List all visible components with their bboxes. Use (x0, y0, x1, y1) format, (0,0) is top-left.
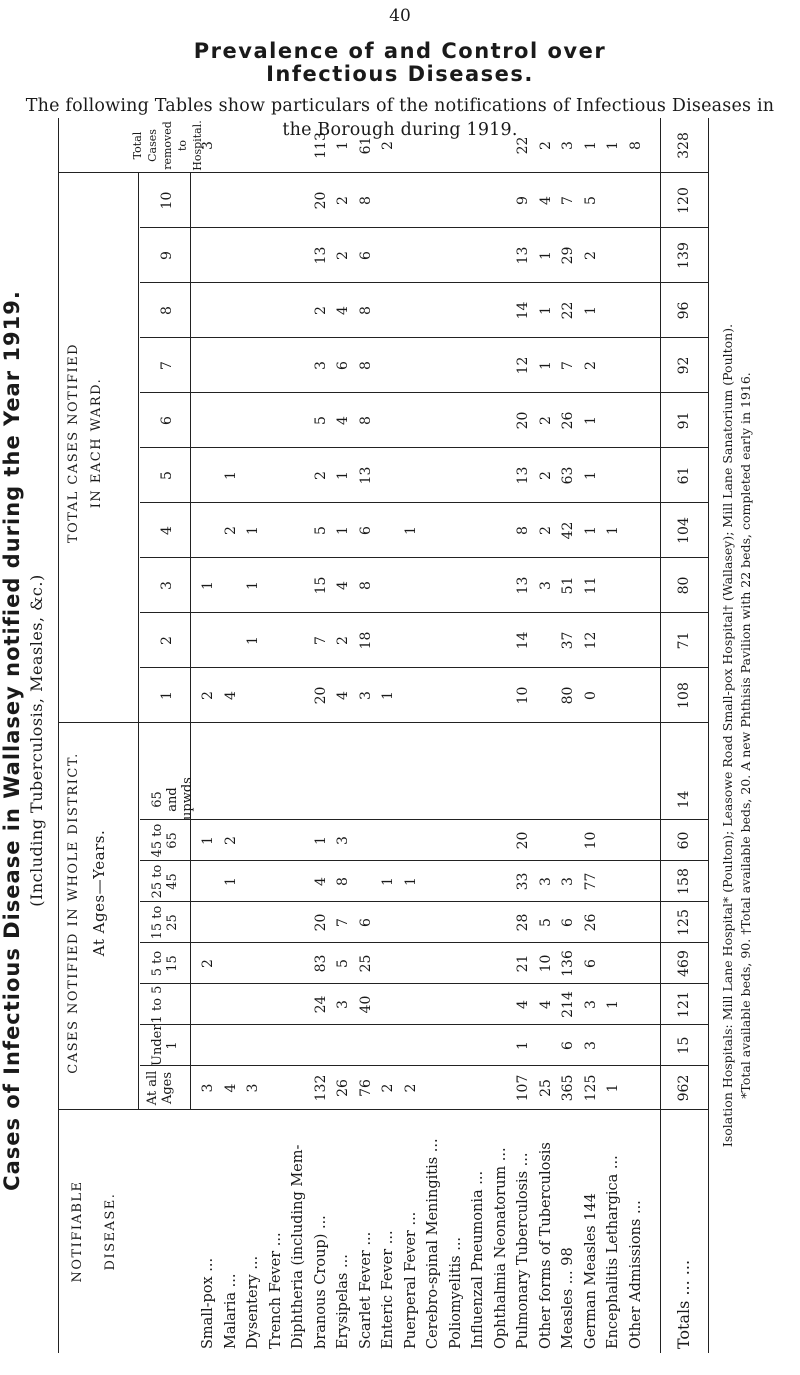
disease-name: Small-pox (200, 1276, 216, 1349)
hospital-cell: 1 (582, 141, 599, 150)
disease-name: German Measles (582, 1225, 599, 1349)
age-cell: 1 (605, 1000, 621, 1009)
ward-cell: 1 (380, 691, 396, 700)
disease-dots: ... (470, 1170, 486, 1190)
disease-name: Poliomyelitis (447, 1255, 464, 1349)
hospital-header (130, 118, 205, 173)
ward-cell: 29 (560, 246, 576, 265)
disease-label (268, 1113, 284, 1349)
ward-cell: 4 (335, 581, 351, 590)
ward-cell: 1 (245, 636, 261, 645)
totals-ward-cell: 96 (676, 301, 692, 320)
ward-column-header: 5 (159, 471, 175, 480)
ward-cell: 8 (515, 526, 531, 535)
disease-dots: ... (267, 1232, 284, 1251)
hospital-header-line1: Total Cases removed (131, 121, 174, 170)
ward-cell: 13 (357, 466, 374, 485)
ward-column-header: 3 (159, 581, 175, 590)
age-cell: 24 (312, 995, 329, 1014)
all-ages-header: At all Ages (145, 1070, 175, 1106)
totals-ward-cell: 108 (676, 682, 692, 709)
rotated-notification-table (0, 118, 790, 1353)
age-cell: 33 (515, 872, 531, 891)
totals-ward-cell: 104 (676, 517, 692, 544)
disease-name: Pulmonary Tuberculosis (515, 1170, 531, 1349)
ward-cell: 51 (560, 576, 576, 595)
disease-name: Other Admissions (627, 1218, 644, 1349)
disease-label (358, 1113, 374, 1349)
age-cell: 3 (582, 1041, 599, 1050)
hospital-cell: 1 (605, 141, 621, 150)
ward-cell: 2 (537, 526, 554, 535)
disease-label (628, 1113, 644, 1349)
ward-cell: 8 (357, 416, 374, 425)
ward-cell: 1 (245, 526, 261, 535)
totals-name: Totals (674, 1300, 693, 1349)
intro-paragraph: The following Tables show particulars of the notifications of Infectious Diseases in the Borough during 1919. (25, 96, 775, 140)
age-cell: 6 (357, 918, 374, 927)
disease-name: Malaria (222, 1292, 239, 1349)
age-cell: 214 (560, 991, 576, 1018)
ward-cell: 6 (335, 361, 351, 370)
ward-cell: 2 (335, 636, 351, 645)
age-cell: 2 (222, 836, 239, 845)
age-cell: 83 (312, 954, 329, 973)
totals-ward-cell: 71 (676, 631, 692, 650)
column-rule (140, 227, 708, 228)
totals-all-cell: 962 (676, 1074, 692, 1102)
disease-label (515, 1113, 531, 1349)
ward-cell: 7 (560, 361, 576, 370)
disease-name: Diphtheria (including Mem- (290, 1144, 306, 1349)
disease-name: Erysipelas (335, 1272, 351, 1349)
ward-column-header: 8 (159, 306, 175, 315)
ward-cell: 1 (582, 416, 599, 425)
all-ages-cell: 2 (402, 1083, 419, 1093)
ward-cell: 4 (335, 416, 351, 425)
age-column-header: 1 to 5 (150, 985, 165, 1024)
disease-label (493, 1113, 509, 1349)
age-cell: 25 (357, 954, 374, 973)
disease-label (335, 1113, 351, 1349)
ward-cell: 4 (537, 196, 554, 205)
disease-dots: ... (335, 1254, 351, 1273)
ward-cell: 0 (582, 691, 599, 700)
totals-ward-cell: 61 (676, 466, 692, 485)
ward-cell: 1 (402, 526, 419, 535)
totals-label (676, 1113, 692, 1349)
age-column-header: 5 to 15 (150, 950, 180, 977)
column-rule (140, 983, 708, 984)
ward-cell: 11 (582, 576, 599, 595)
totals-hospital-cell: 328 (676, 132, 692, 159)
ward-cell: 5 (312, 526, 329, 535)
footnote-hospitals: Isolation Hospitals: Mill Lane Hospital* (Poulton); Leasowe Road Small-pox Hospital† (Wallasey); Mill Lane Sanatorium (Poulton). (720, 323, 735, 1148)
disease-dots: ... (627, 1200, 644, 1219)
ward-cell: 3 (312, 361, 329, 370)
ward-cell: 3 (537, 581, 554, 590)
column-rule (140, 337, 708, 338)
disease-dots: ... (492, 1147, 509, 1166)
hospital-header-line2: to Hospital. (176, 120, 204, 171)
totals-ward-cell: 92 (676, 356, 692, 375)
hospital-cell: 1 (335, 141, 351, 150)
ward-cell: 2 (335, 196, 351, 205)
disease-dots: 144 (582, 1193, 599, 1226)
ward-cell: 2 (537, 416, 554, 425)
disease-name: Measles (560, 1288, 576, 1349)
ward-cell: 13 (312, 246, 329, 265)
ward-cell: 1 (245, 581, 261, 590)
age-cell: 1 (515, 1041, 531, 1050)
ward-cell: 18 (357, 631, 374, 650)
column-rule (140, 901, 708, 902)
ward-cell: 2 (582, 251, 599, 260)
age-cell: 6 (582, 959, 599, 968)
disease-label (245, 1113, 261, 1349)
column-rule (140, 447, 708, 448)
whole-district-header: CASES NOTIFIED IN WHOLE DISTRICT. (66, 752, 81, 1074)
at-ages-header: At Ages—Years. (90, 829, 108, 957)
ward-cell: 20 (515, 411, 531, 430)
totals-age-cell: 15 (676, 1036, 692, 1055)
hospital-cell: 8 (627, 141, 644, 150)
hospital-cell: 3 (560, 141, 576, 150)
footnote-beds: *Total available beds, 90. †Total available beds, 20. A new Phthisis Pavilion with 22 beds, completed early in 1916. (738, 372, 753, 1099)
age-cell: 5 (537, 918, 554, 927)
totals-ward-cell: 120 (676, 187, 692, 214)
totals-ward-cell: 91 (676, 411, 692, 430)
ward-cell: 1 (200, 581, 216, 590)
table-subtitle: (Including Tuberculosis, Measles, &c.) (27, 574, 46, 907)
ward-cell: 4 (222, 691, 239, 700)
ward-cell: 12 (582, 631, 599, 650)
age-cell: 4 (537, 1000, 554, 1009)
hospital-cell: 61 (357, 136, 374, 155)
ward-cell: 1 (605, 526, 621, 535)
ward-cell: 1 (582, 526, 599, 535)
stub-header-line2: DISEASE. (103, 1192, 118, 1271)
column-rule (140, 1065, 708, 1066)
age-cell: 77 (582, 872, 599, 891)
wards-header-line1: TOTAL CASES NOTIFIED (66, 342, 81, 544)
disease-dots: ... (515, 1152, 531, 1171)
all-ages-cell: 3 (245, 1083, 261, 1093)
totals-ward-cell: 139 (676, 242, 692, 269)
disease-name: Influenzal Pneumonia (470, 1189, 486, 1349)
group-divider (138, 173, 139, 1110)
disease-dots: ... (200, 1257, 216, 1277)
age-cell: 1 (402, 877, 419, 886)
age-column-header: 25 to 45 (150, 864, 180, 899)
age-cell: 3 (537, 877, 554, 886)
ward-cell: 1 (335, 526, 351, 535)
ward-cell: 20 (312, 191, 329, 210)
all-ages-cell: 3 (200, 1083, 216, 1093)
column-rule (140, 1024, 708, 1025)
ward-cell: 2 (222, 526, 239, 535)
ward-cell: 8 (357, 581, 374, 590)
stub-header-line1: NOTIFIABLE (70, 1180, 85, 1283)
heading-line-2: Infectious Diseases. (266, 62, 534, 86)
ward-cell: 2 (537, 471, 554, 480)
age-cell: 5 (335, 959, 351, 968)
ward-cell: 6 (357, 251, 374, 260)
hospital-cell: 113 (312, 132, 329, 159)
ward-cell: 5 (582, 196, 599, 205)
ward-cell: 13 (515, 246, 531, 265)
disease-label (313, 1113, 329, 1349)
ward-column-header: 2 (159, 636, 175, 645)
age-cell: 4 (515, 1000, 531, 1009)
disease-name: Ophthalmia Neonatorum (492, 1165, 509, 1349)
disease-name: Trench Fever (267, 1250, 284, 1349)
disease-dots: ... (312, 1215, 329, 1234)
totals-age-cell: 469 (676, 950, 692, 977)
ward-column-header: 6 (159, 416, 175, 425)
ward-cell: 20 (312, 686, 329, 705)
age-cell: 26 (582, 913, 599, 932)
ward-column-header: 7 (159, 361, 175, 370)
ward-cell: 8 (357, 306, 374, 315)
all-ages-cell: 132 (312, 1074, 329, 1102)
ward-cell: 1 (582, 306, 599, 315)
ward-cell: 1 (222, 471, 239, 480)
disease-dots: ... (245, 1255, 261, 1275)
totals-age-cell: 125 (676, 909, 692, 936)
ward-cell: 9 (515, 196, 531, 205)
all-ages-cell: 107 (515, 1074, 531, 1102)
ward-cell: 13 (515, 466, 531, 485)
totals-age-cell: 158 (676, 868, 692, 895)
age-cell: 1 (380, 877, 396, 886)
column-rule (140, 667, 708, 668)
ward-cell: 22 (560, 301, 576, 320)
ward-cell: 2 (312, 306, 329, 315)
disease-label (425, 1113, 441, 1349)
disease-dots: ... (402, 1211, 419, 1231)
ward-column-header: 9 (159, 251, 175, 260)
ward-cell: 8 (357, 196, 374, 205)
column-rule (140, 612, 708, 613)
disease-dots: ... (447, 1236, 464, 1256)
page-number: 40 (389, 6, 411, 26)
table-title: Cases of Infectious Disease in Wallasey notified during the Year 1919. (0, 290, 24, 1191)
age-column-header: 15 to 25 (150, 905, 180, 940)
ward-cell: 1 (537, 306, 554, 315)
ward-cell: 2 (200, 691, 216, 700)
age-cell: 6 (560, 918, 576, 927)
column-header-rule (190, 173, 191, 1110)
hospital-cell: 3 (200, 141, 216, 150)
column-rule (140, 860, 708, 861)
age-cell: 8 (335, 877, 351, 886)
disease-name: branous Croup) (312, 1233, 329, 1349)
ward-cell: 3 (357, 691, 374, 700)
ward-cell: 4 (335, 306, 351, 315)
ward-cell: 2 (312, 471, 329, 480)
disease-name: Scarlet Fever (357, 1250, 374, 1349)
disease-name: Other forms of Tuberculosis (537, 1142, 554, 1349)
all-ages-cell: 26 (335, 1079, 351, 1097)
age-cell: 20 (312, 913, 329, 932)
age-cell: 40 (357, 995, 374, 1014)
disease-label (448, 1113, 464, 1349)
ward-cell: 42 (560, 521, 576, 540)
disease-label (605, 1113, 621, 1349)
hospital-cell: 2 (380, 141, 396, 150)
disease-label (538, 1113, 554, 1349)
ward-cell: 1 (537, 361, 554, 370)
disease-label (470, 1113, 486, 1349)
age-cell: 1 (222, 877, 239, 886)
totals-age-cell: 121 (676, 991, 692, 1018)
disease-label (560, 1113, 576, 1349)
ward-cell: 26 (560, 411, 576, 430)
disease-label (583, 1113, 599, 1349)
hospital-cell: 2 (537, 141, 554, 150)
disease-label (223, 1113, 239, 1349)
age-cell: 3 (560, 877, 576, 886)
disease-dots: ... (380, 1230, 396, 1249)
ward-cell: 7 (312, 636, 329, 645)
age-cell: 21 (515, 954, 531, 973)
wards-header (66, 173, 104, 713)
heading-line-1: Prevalence of and Control over (193, 39, 607, 63)
column-rule (140, 557, 708, 558)
all-ages-cell: 4 (222, 1083, 239, 1093)
age-column-header: 65 and upwds (150, 777, 195, 820)
wards-header-line2: IN EACH WARD. (89, 377, 104, 509)
totals-rule (660, 118, 661, 1353)
age-cell: 136 (560, 950, 576, 977)
disease-name: Dysentery (245, 1274, 261, 1349)
ward-cell: 6 (357, 526, 374, 535)
age-cell: 10 (537, 954, 554, 973)
ward-cell: 2 (335, 251, 351, 260)
ward-cell: 80 (560, 686, 576, 705)
ward-cell: 63 (560, 466, 576, 485)
age-cell: 20 (515, 831, 531, 850)
disease-name: Encephalitis Lethargica (605, 1173, 621, 1349)
disease-dots: ... (605, 1155, 621, 1174)
stub-header (70, 1110, 118, 1353)
all-ages-cell: 25 (537, 1079, 554, 1097)
disease-label (290, 1113, 306, 1349)
ward-cell: 7 (560, 196, 576, 205)
column-rule (140, 819, 708, 820)
table-top-rule (58, 118, 59, 1353)
ward-column-header: 4 (159, 526, 175, 535)
column-rule (140, 282, 708, 283)
age-cell: 28 (515, 913, 531, 932)
hospital-cell: 22 (515, 136, 531, 155)
column-rule (140, 392, 708, 393)
totals-ward-cell: 80 (676, 576, 692, 595)
ward-cell: 14 (515, 631, 531, 650)
ward-cell: 1 (335, 471, 351, 480)
all-ages-cell: 76 (357, 1079, 374, 1097)
age-cell: 4 (312, 877, 329, 886)
ward-cell: 15 (312, 576, 329, 595)
all-ages-cell: 1 (605, 1083, 621, 1093)
ward-cell: 10 (515, 686, 531, 705)
disease-label (200, 1113, 216, 1349)
age-cell: 6 (560, 1041, 576, 1050)
age-column-header: Under 1 (150, 1024, 180, 1066)
table-bottom-rule (708, 118, 709, 1353)
age-cell: 7 (335, 918, 351, 927)
column-rule (140, 942, 708, 943)
totals-age-cell: 14 (676, 790, 692, 809)
ward-cell: 8 (357, 361, 374, 370)
disease-label (380, 1113, 396, 1349)
disease-dots: ... (357, 1231, 374, 1251)
column-rule (140, 502, 708, 503)
ward-cell: 37 (560, 631, 576, 650)
ward-cell: 4 (335, 691, 351, 700)
ward-cell: 1 (582, 471, 599, 480)
ward-cell: 12 (515, 356, 531, 375)
all-ages-cell: 365 (560, 1074, 576, 1102)
age-cell: 3 (335, 836, 351, 845)
disease-name: Enteric Fever (380, 1248, 396, 1349)
age-cell: 10 (582, 831, 599, 850)
age-cell: 1 (200, 836, 216, 845)
age-cell: 1 (312, 836, 329, 845)
disease-dots: ... 98 (560, 1247, 576, 1289)
ward-cell: 5 (312, 416, 329, 425)
disease-dots: ... (425, 1138, 441, 1157)
age-cell: 3 (582, 1000, 599, 1009)
totals-dots: ... ... (674, 1259, 693, 1301)
ward-column-header: 10 (159, 191, 175, 210)
ward-cell: 1 (537, 251, 554, 260)
disease-name: Puerperal Fever (402, 1230, 419, 1349)
ward-column-header: 1 (159, 691, 175, 700)
disease-label (403, 1113, 419, 1349)
disease-dots: ... (222, 1273, 239, 1292)
totals-age-cell: 60 (676, 831, 692, 850)
ward-cell: 14 (515, 301, 531, 320)
disease-name: Cerebro-spinal Meningitis (425, 1156, 441, 1349)
all-ages-cell: 125 (582, 1074, 599, 1102)
age-cell: 2 (200, 959, 216, 968)
all-ages-cell: 2 (380, 1083, 396, 1093)
ward-cell: 13 (515, 576, 531, 595)
ward-cell: 2 (582, 361, 599, 370)
age-cell: 3 (335, 1000, 351, 1009)
age-column-header: 45 to 65 (150, 823, 180, 858)
